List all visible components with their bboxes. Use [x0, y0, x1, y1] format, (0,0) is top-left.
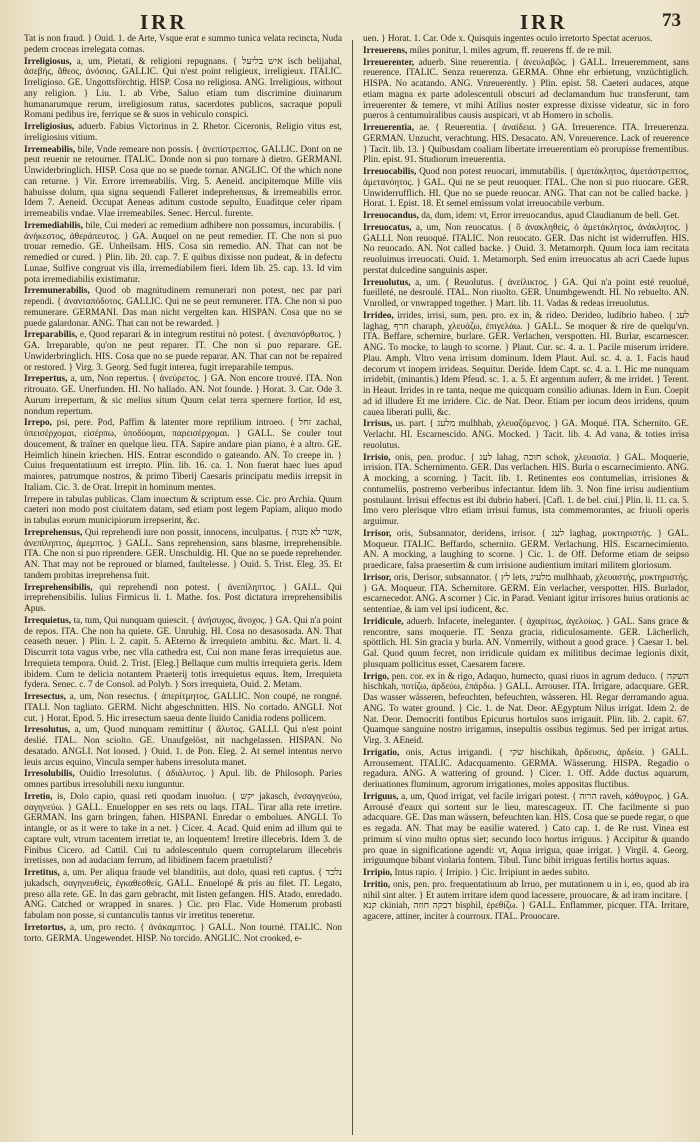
entry-body: a, um, Quod nunquam remittitur { ἄλυτος. GALLI. Qui n'est point deslié. ITAL. Non sciolto. GE. Unaufgelöst, nit nachgelassen. HISPAN. No desatado. ANGLI. Not loosed. } Ouid. 1. de Pon. Eleg. 2. At semel intentus nervo leuis arcus equino, Vincula semper habens irresoluta manet.	[24, 725, 342, 768]
entry-headword: Irreligiosius,	[24, 122, 79, 132]
entry-headword: Irretortus,	[24, 922, 70, 933]
entry-headword: Irreligiosus,	[24, 56, 77, 67]
entry-headword: Irreuocabilis,	[363, 167, 420, 177]
entry-body: a, um, Non resectus. { ἀπερίτμητος. GALLIC. Non coupé, ne rongné. ITALI. Non tagliato. GERM. Nicht abgeschnitten. HIS. No cortado. ANGLI. Not cut. } Horat. Epod. 5. Hic irresectum saeua dente liuido Canidia rodens pollicem.	[24, 692, 342, 724]
dictionary-entry	[363, 792, 689, 867]
entry-body: oris, Subsannator, deridens, irrisor. { לעג laghag, μυκτηριστής. } GAL. Moqueur. ITALIC. Beffardo, schernito. GERM. Verlachung. HIS. Escarnecimiento. AN. A mocking, a laughing to scorne. } Cic. 1. de Off. Deforme etiam de seipso praedicare, falsa praesertim & cum irrisione audientium imitari militem gloriosum.	[363, 528, 689, 571]
page-number: 73	[662, 10, 681, 31]
entry-headword: Irridicule,	[363, 616, 407, 627]
entry-body: a, um, Non reuocatus. { ὃ ἀνακληθείς, ὁ ἀμετάκλητος, ἀνάκλητος. } GALLI. Non reuoqué. ITALIC. Non reuocato. GER. Das nicht ist widerruffen. HIS. No reuocado. AN. Not called backe. } Ouid. 3. Metamorph. Quum loca iam recitata reuoluimus irreuocati. Ouid. 1. Metamorph. Sed enim irreuocatus ab acri Caede lupus perstat dulcedine sanguinis asper.	[363, 222, 689, 276]
entry-headword: Irritio,	[363, 879, 393, 890]
entry-body: aduerb. Infacete, ineleganter. { ἀχαρίτως, ἀγελοίως. } GAL. Sans grace & rencontre, sans moquerie. IT. Senza gracia, ridiculosamente. GER. Lächerlich, spöttlich. HI. Sin gracia y burla. AN. Vnmerrily, without a good grace. } Caesar 1. bel. Gal. Quod quum fecret, non irridicule quidam ex militibus decimae legionis dixit, plusquam pollicitus esset, Caesarem facere.	[363, 616, 689, 670]
dictionary-entry	[24, 528, 342, 582]
entry-body: Intus rapio. { Irripio. } Cic. Irripiunt in aedes subito.	[394, 868, 590, 878]
entry-body: a, um, Non repertus. { ἀνεύρετος. } GA. Non encore trouvé. ITA. Non ritrouato. GE. Unerfunden. HI. No hallado. AN. Not founde. } Horat. 3. Car. Ode 3. Aurum irrepertum, & sic melius situm Quum celat terra spernere fortior, Id est, nondum repertum.	[24, 374, 342, 417]
dictionary-entry	[24, 792, 342, 867]
dictionary-entry	[24, 57, 342, 122]
entry-headword: Irretitus,	[24, 868, 63, 878]
dictionary-entry	[363, 211, 689, 222]
entry-headword: Irrisor,	[363, 528, 397, 539]
entry-body: bile, Cui mederi ac remedium adhibere non possumus, incurabilis. { ἀνήκεστος, ἀθεράπευτος. } GA. Auquel on ne peut remedier. IT. Che non si puo trouar remedio. GE. Unheilsam. HIS. Cosa sin remedio. AN. That can not be remedied or cured. } Plin. lib. 20. cap. 7. E quibus dixisse non pudeat, & in defectu Lunae, Sulfive congruat vis illa, irremediabilem fieri. Idem lib. 25. cap. 13. Id vim pota irremediabilis existimatur.	[24, 220, 342, 285]
entry-headword: Irreuocandus,	[363, 211, 422, 221]
column-divider	[352, 40, 353, 1135]
entry-body: onis, Actus irrigandi. { שקי hischikah, ἄρδευσις, ἀρδεία. } GALL. Arrousement. ITALIC. Adacquamento. GERMA. Wässerung. HISPA. Regadio o regadura. ANG. A wattering of ground. } Cicer. 1. Off. Adde ductus aquarum, deriuationes fluminum, agrorum irrigationes, moles appositas fluctibus.	[363, 747, 689, 790]
dictionary-entry	[24, 286, 342, 329]
dictionary-entry	[363, 868, 689, 879]
entry-body: uen. } Horat. 1. Car. Ode x. Quisquis ingentes oculo irretorto Spectat aceruos.	[363, 34, 653, 44]
dictionary-entry	[24, 616, 342, 691]
dictionary-entry	[24, 418, 342, 493]
entry-body: qui reprehendi non potest. { ἀνεπίληπτος. } GALL. Qui irreprehensibilis. Iulius Firmicus li. 1. Mathe. fos. Post dictatura irreprehensibilis Apus.	[24, 582, 342, 614]
entry-headword: Irrisio,	[363, 452, 396, 463]
entry-body: psi, pere. Pod, Paffim & latenter more reptilium introeo. { זחל zachal, ὑπεισέρχομαι, εἰσέρπω, ὑποδύομαι, παρεισέρχομαι. } GALL. Se couler tout doucement, & traîner en quelque lieu. ITA. Sapire andare pian piano, è a altro. GE. Heimlich hinein kriechen. HIS. Entrar escondido o gateando. AN. To creepe in. } Cuius frequentatiuum est irrepto. Plin. lib. 16. ca. 1. Non fuerat haec lues apud maiores, patrumque nostros, & primo Tiberij Caesaris principatu mediis irrepsit in Italiam. Cic. 3. de Orat. Irrepit in hominum mentes.	[24, 418, 342, 493]
entry-body: miles ponitur, l. miles agrum, ff. reuerens ff. de re mil.	[409, 45, 612, 56]
dictionary-entry	[24, 34, 342, 56]
dictionary-entry	[24, 221, 342, 286]
entry-body: aduerb. Sine reuerentia. { ἀνευλαβῶς. } GALL. Irreueremment, sans reuerence. ITALIC. Senza reuerenza. GERMA. Ohne ehr erbietung, vnzüchtiglich. HISPA. No acatando. ANG. Vnreuerently. } Plin. epist. 58. Caeteri audaces, atque etiam magna ex parte adolescentuli obscuri ad declamandum huc transferunt, tam irreuerenter & temere, vt mihi Atilius noster expresse dixisse videatur, sic in foro pueros à centumuiralibus causis auspicari, vt ab Homero in scholis.	[363, 57, 689, 122]
entry-headword: Irripio,	[363, 868, 395, 878]
entry-headword: Irriguus,	[363, 791, 402, 802]
entry-body: a, um, Quod irrigat, vel facile irrigari potest. { הרוה raveh, κάθυγρος. } GA. Arrousé d'eaux qui sortent sur le lieu, marescageux. IT. Che facilmente si puo adacquare. GE. Das man wässern, befeuchten kan. HIS. Cosa que se puede regar, o que es regada. AN. That may be easilie watered. } Cato cap. 1. de Re rust. Vinea est primum si vino multo optus siet; secundo loco hortus irriguus. } Accipitur & quando pro quae in significatione agendi: vt, Aqua irrigua, quae irrigat. } Virgil. 4. Georg. irriguumque bibant violaria fontem. Tibul. Tunc bibit irriguas fertilis hortus aquas.	[363, 791, 689, 867]
entry-headword: Irreuerenter,	[363, 57, 419, 68]
right-column	[363, 34, 689, 1138]
dictionary-entry	[363, 46, 689, 57]
dictionary-entry	[363, 278, 689, 310]
entry-headword: Irrigatio,	[363, 747, 406, 758]
entry-body: Qui reprehendi iure non possit, innocens, inculpatus. { אשר לא מנוה, ἀνεπίληπτος, ἀμεμπτος. } GALL. Sans reprehension, sans blasme, irreprehensible. ITA. Che non si puo riprendere. GER. Unschuldig. HI. Que no se puede reprehender. AN. That may not be reproued or blamed, faultelesse. } Ouid. 5. Trist. Eleg. 35. Et tandem probitas irreprehensa fuit.	[24, 527, 342, 581]
dictionary-entry	[24, 495, 342, 527]
dictionary-entry	[24, 923, 342, 945]
dictionary-entry	[24, 725, 342, 768]
entry-headword: Irrideo,	[363, 310, 398, 321]
dictionary-entry	[363, 223, 689, 277]
dictionary-entry	[24, 145, 342, 220]
entry-body: is, Dolo capio, quasi reti quodam inuoluo. { יקש jakasch, ἐνσαγηνεύω, σαγηνεύω. } GALL. Enuelopper en ses rets ou laqs. ITAL. Tirar alla rete irretire. GERMAN. Ins garn bringen, fahen. HISPANI. Enredar o embolues. ANGLI. To intangle, or as it were to take in a net. } Cicer. 4. Acad. Quid enim ad illum qui te captare vult, vtrum tacentem irretiat te, an loquentem! Irretire illecebris. Idem 3. de Finibus Cicero. ad Cattil. Cui tu adolescentulo quem corruptelarum illecebris irretisses, non ad audaciam ferrum, ad libidinem facem praetulisti?	[24, 791, 342, 867]
entry-body: pen. cor. ex in & rigo, Adaquo, humecto, quasi riuos in agrum deduco. { השקה hischkah, ποτίζω, ἀρδεύω, ἐπάρδω. } GALL. Arrouser. ITA. Irrigare, adacquare. GER. Das wasser wässeren, befeuchten, befeuchten, wässeren. HI. Regar derramando agua. ANG. To water ground. } Cic. 1. de Nat. Deor. AEgyptum Nilus irrigat. Idem 2. de Nat. Deor. Democriti fontibus Epicurus hortulos suos irrigauit. Plin. lib. 2. capit. 67. Quamque sanguine nostro irrigamus, insepultis ossibus tegimus. Sed per irrigat artus. Virg. 3. AEneid.	[363, 671, 689, 746]
entry-headword: Irreuocatus,	[363, 222, 416, 233]
entry-headword: Irresolutus,	[24, 725, 75, 736]
dictionary-entry	[363, 573, 689, 616]
entry-headword: Irresectus,	[24, 692, 70, 702]
entry-headword: Irreuolutus,	[363, 277, 416, 288]
dictionary-entry	[363, 672, 689, 747]
entry-headword: Irreprehensus,	[24, 527, 85, 538]
running-header-left: IRR	[140, 10, 188, 34]
entry-body: onis, pen. produc. { לעג lahag, חוכה schok, χλευασία. } GAL. Moquerie, irrision. ITA. Schernimento. GER. Das verlachen. HIS. Burla o escarnecimiento. ANG. A mocking, a scorning. } Tacit. lib. 1. Retinentes eos contumelias, irrisiones & contumeliis, postremo verberibus infectantur. Idem lib. 3. Non fine irrisu audientium postulaunt. Irrisui effectus est ibi dubrio haberi. [Cafl. 1. de bel. ciui.] Plin. li. 11. ca. 5. Imo vero plerisque vltro etiam irrisui fumus, ista commemorantes, ac friuoli operis arguimur.	[363, 452, 689, 527]
entry-headword: Irremeabilis,	[24, 144, 78, 155]
entry-headword: Irremediabilis,	[24, 220, 86, 231]
dictionary-entry	[24, 122, 342, 144]
dictionary-entry	[363, 529, 689, 572]
entry-headword: Irreparabilis,	[24, 330, 80, 341]
dictionary-entry	[363, 123, 689, 166]
entry-headword: Irreuerentia,	[363, 123, 420, 133]
entry-headword: Irrisus,	[363, 419, 396, 430]
entry-body: a, um, Pietati, & religioni repugnans. { איש בליעל isch belijahal, ἀσεβής, ἄθεος, ἀνόσιος. GALLIC. Qui n'est point religieux, irreligieux. ITALIC. Irreligioso. GE. Ungottsförchtig. HISP. Cosa no religiosa. ANG. Irreligious, without any religion. } Liu. 1. ab Vrbe, Saluo etiam tum discrimine diuinarum humanarumque rerum, irreligiosum ratus, sacerdotes publicos, sacraque populi Romani pedibus ire, ferrique se & suos in vehiculo conspici.	[24, 56, 342, 121]
entry-body: a, um, pro recto. { ἀνάκαμπτος. } GALL. Non tourné. ITALIC. Non torto. GERMA. Ungewendet. HISP. No torcido. ANGLIC. Not crooked, e-	[24, 922, 342, 944]
dictionary-entry	[24, 769, 342, 791]
entry-body: oris, Derisor, subsannator. { לץ lets, מלעיג mulhhaab, χλευαστής, μυκτηριστής. } GA. Moqueur. ITA. Schernitore. GERM. Ein verlacher, verspotter. HIS. Burlador, escarnecedor. ANG. A scorner } Cic. in Parad. Veniant igitur irrisores huius orationis ac sententiae, & iam vel ipsi iudicent, &c.	[363, 572, 689, 615]
entry-body: Quod non potest reuocari, immutabilis. { ἀμετάκλητος, ἀμετάστρεπτος, ἀμετανόητος. } GAL. Qui ne se peut reuoquer. ITAL. Che non si puo riuocare. GER. Unwiderrufflich. HI. Que no se puede reuocar. ANG. That can not be called backe. } Horat. 1. Epist. 18. Et semel emissum volat irreuocabile verbum.	[363, 167, 689, 210]
entry-body: Ouidio Irresolutus. { ἀδιάλυτος. } Apul. lib. de Philosoph. Paries omnes partibus irresolubili nexu iunguntur.	[24, 769, 342, 790]
entry-body: da, dum, idem: vt, Error irreuocandus, apud Claudianum de bell. Get.	[421, 211, 680, 221]
entry-headword: Irresolubilis,	[24, 769, 80, 780]
dictionary-entry	[363, 311, 689, 419]
dictionary-entry	[24, 583, 342, 615]
running-header	[0, 4, 700, 38]
dictionary-entry	[363, 58, 689, 123]
dictionary-entry	[24, 692, 342, 724]
dictionary-entry	[24, 868, 342, 922]
dictionary-entry	[363, 617, 689, 671]
entry-headword: Irrisor,	[363, 572, 394, 583]
entry-body: ae. { Reuerentia. { ἀναίδεια. } GA. Irreuerence. ITA. Irreuerenza. GERMAN. Unzucht, verachtung. HIS. Desacato. AN. Vnreuerence. Lack of reuerence } Tacit. lib. 13. } Quibusdam coaliam libertate irreuerentiam eò prorupisse frementibus. Plin. epist. 91. Studiorum irreuerentia.	[363, 123, 689, 166]
running-header-right: IRR	[520, 10, 568, 34]
entry-body: Tat is non fraud. } Ouid. 1. de Arte, Vsque erat e summo tunica velata recincta, Nuda pedem croceas irrelegata comas.	[24, 34, 342, 55]
entry-headword: Irreuerens,	[363, 45, 410, 56]
entry-headword: Irrepo,	[24, 418, 57, 429]
entry-body: onis, pen. pro. frequentatiuum ab Irruo, per mutationem u in i, eo, quod ab ira nihil sint alter. } Et autem irritare idem quod lacessere, prouocare, & ad iram incitare. { קנא ckiniah, דבקה חוזה bisphil, ἐρεθίζω. } GALL. Enflammer, picquer. ITA. Irritare, agacere, attiner, inciter à courroux. ITAL. Prouocare.	[363, 879, 689, 922]
entry-body: bile, Vnde remeare non possis. { ἀνεπίστρεπτος. GALLIC. Dont on ne peut reuenir ne retourner. ITALIC. Donde non si puo tornare à dietro. GERMANI. Unwiderbringlich. HISP. Cosa que no se puede tornar. ANGLIC. Of the which none can returne. } Vir. Errore irremeabilis. Virg. 5. Aeneid. ancipitemque Mille viis habuisse dolum, qua signa sequendi Falleret indeprehensus, & irremeabilis error. Idem 7. Aeneid. Occupat Aeneas aditum custode sepulto, Euaditque celer ripam irremeabilis vndae. Vlae irremeabiles. Senec. Hercul. furente.	[24, 144, 342, 219]
dictionary-entry	[363, 34, 689, 45]
entry-body: a, um. { Reuolutus. { ἀνείλικτος. } GA. Qui n'a point esté reuolué, fueilleté, ne desroulé. ITAL. Non riuolto. GER. Unumbgewendt. HI. No rebuelto. AN. Vnrolled, or vnwrapped together. } Mart. lib. 11. Vadas & redeas irreuolutus.	[363, 277, 689, 309]
dictionary-entry	[363, 167, 689, 210]
entry-headword: Irreprehensibilis,	[24, 582, 100, 593]
entry-body: e, Quod reparari & in integrum restitui nò potest. { ἀνεπανόρθωτος. } GA. Irreparable, qu'on ne peut reparer. IT. Che non si puo reparare. GE. Unwiderbringlich. HIS. Cosa que no se puede reparar. AN. That can not be repaired or restored. } Virg. 3. Georg. Sed fugit interea, fugit irreparabile tempus.	[24, 330, 342, 373]
dictionary-entry	[363, 748, 689, 791]
entry-headword: Irrepertus,	[24, 374, 71, 385]
entry-body: us. part. { מלעג mulhhab, χλευαζόμενος. } GA. Moqué. ITA. Schernito. GE. Verlacht. HI. Escarnescido. ANG. Mocked. } Tacit. lib. 4. Ad vana, & toties irrisa reuolutus.	[363, 419, 689, 451]
entry-headword: Irretio,	[24, 791, 58, 802]
entry-body: Quod ob magnitudinem remunerari non potest, nec par pari rependi. { ἀνανταπόδοτος. GALLIC. Qui ne se peut remunerer. ITA. Che non si puo remunerare. GERMANI. Das man nicht vergelten kan. HISPAN. Cosa que no se puede galardonar. ANG. That can not be rewarded. }	[24, 286, 342, 329]
entry-body: irrides, irrisi, sum, pen. pro. ex in, & rideo. Derideo, ludibrio habeo. { לעג laghag, חרף charaph, χλευάζω, ἐπιγελάω. } GALL. Se moquer & rire de quelqu'vn. ITA. Beffare, schernire, burlare. GER. Verlachen, verspotten. HI. Burlar, escarnescer. ANG. To mocke, to laugh to scorne. } Plaut. Cur. sc. 4. a. 1. Pacile miserum irridere. Plau. Amph. Vltro vena irrisum dominum. Idem Plaut. Aul. sc. 4. a. 1. Facis haud decorum vt inopem irrideas. Sequitur. Deride. Idem Capt. sc. 4. a. 1. Hic me nunquam irridebit, (minantis.) Idem Pfeud. sc. 1. a. 5. Et argentum auferr, & me irridet. } Terent. in Heaut. Irrides in re tanta, neque me quicquam consilio adiunas. Idem in Eun. Coepit ad id illudere Et me irridere. Cic. de Nat. Deor. Etiam per iocum deos irridens, quum cauea liberati pulli, &c.	[363, 310, 689, 418]
entry-headword: Irrigo,	[363, 671, 392, 682]
entry-body: ta, tum, Qui nunquam quiescit. { ἀνήσυχος, ἄνοχος. } GA. Qui n'a point de repos. ITA. Che non ha quiete. GE. Unruhig. HI. Cosa no desasosada. AN. That ceaseth neuer. } Plin. l. 2. capit. 5. AEterno & irrequieto ambitu. &c. Mart. li. 4. Discurrit tota vagus vrbe, nec vlla cathedra est, Cui non mane feras irrequietus aue. Irrequieta tempora. Ouid. 2. Trist. [Eleg.] Bellaque cum multis irrequieta geris. Idem ibidem. Cum te delicia notantem Praeterij totis irrequietus equus. Item, Irrequieta fydera. Senec. c. 7 de Consol. ad Polyb. } Sors irrequieta, Ouid. 2. Metam.	[24, 615, 342, 691]
left-column	[24, 34, 342, 1138]
dictionary-entry	[24, 374, 342, 417]
dictionary-entry	[363, 419, 689, 451]
dictionary-entry	[363, 880, 689, 923]
dictionary-entry	[24, 330, 342, 373]
entry-body: aduerb. Fabius Victorinus in 2. Rhetor. Ciceronis, Religio vitus est, irreligiosius vitium.	[24, 122, 342, 143]
entry-body: Irrepere in tabulas publicas. Clam inuectum & scriptum esse. Cic. pro Archia. Quum caeteri non modo post ciuitatem datam, sed etiam post legem Papiam, aliquo modo in tabulas eorum municipiorum irrepserint, &c.	[24, 494, 342, 526]
entry-headword: Irremunerabilis,	[24, 286, 96, 297]
entry-body: a, um. Per aliqua fraude vel blanditiis, aut dolo, quasi reti captus. { נלכד jukadsch, σαγηνευθείς, ἐγκαθεσθείς. GALL. Enuelopé & pris au filet. IT. Legato, preso alla rete. GE. In das garn gebracht, mit listen gefangen. HIS. Atado, enredado. ANG. Catched or wrapped in snares. } Cic. pro Flac. Vide Homerum probasti fabulam non posse, si cuntanculis tantus vir irretitus teneretur.	[24, 868, 342, 921]
dictionary-entry	[363, 453, 689, 528]
entry-headword: Irrequietus,	[24, 615, 74, 626]
